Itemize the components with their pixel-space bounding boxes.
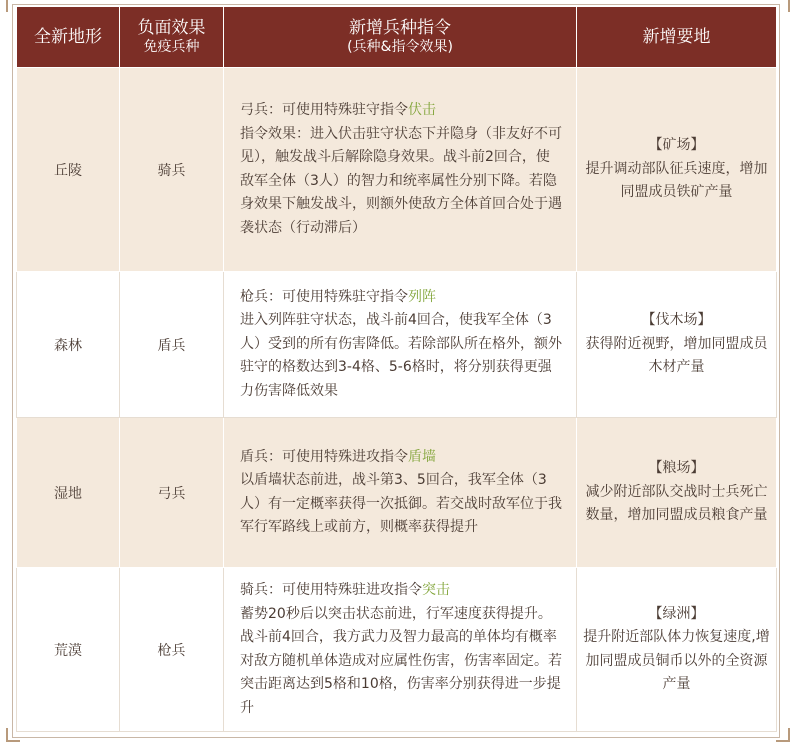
command-name: 突击 [422,582,450,598]
immune-cell: 枪兵 [120,568,224,732]
header-subtitle: (兵种&指令效果) [347,39,453,55]
command-name: 列阵 [408,288,436,305]
command-body: 指令效果：进入伏击驻守状态下并隐身（非友好不可见），触发战斗后解除隐身效果。战斗前2回合，使敌军全体（3人）的智力和统率属性分别下降。若隐身效果下触发战斗，则额外使敌方全体首回合处于遇袭状态（行动滞后） [240,125,562,236]
command-title [240,99,562,123]
header-title: 新增兵种指令 [349,18,451,38]
corner-ornament [776,728,790,742]
table-row [17,418,777,568]
landmark-body: 提升附近部队体力恢复速度,增加同盟成员铜币以外的全资源产量 [583,629,770,692]
command-prefix: 枪兵：可使用特殊驻守指令 [240,288,408,305]
command-name: 盾墙 [408,448,436,465]
command-cell [224,272,577,418]
command-prefix: 盾兵：可使用特殊进攻指令 [240,448,408,465]
corner-ornament [776,0,790,12]
landmark-body: 获得附近视野，增加同盟成员木材产量 [585,335,768,376]
command-cell [224,68,577,272]
landmark-name: 【绿洲】 [648,605,705,622]
landmark-cell [577,68,777,272]
table-row [17,68,777,272]
command-body: 蓄势20秒后以突击状态前进，行军速度获得提升。战斗前4回合，我方武力及智力最高的单体均有概率对敌方随机单体造成对应属性伤害，伤害率固定。若突击距离达到5格和10格，伤害率分别获得进一步提升 [240,605,562,716]
header-new-command [224,7,577,68]
command-body: 以盾墙状态前进，战斗第3、5回合，我军全体（3人）有一定概率获得一次抵御。若交战时敌军位于我军行军路线上或前方，则概率获得提升 [240,472,562,535]
command-title [240,579,562,603]
landmark-body: 减少附近部队交战时士兵死亡数量，增加同盟成员粮食产量 [585,483,768,524]
landmark-cell [577,568,777,732]
header-title: 新增要地 [642,26,711,47]
header-title: 全新地形 [34,26,102,47]
command-cell [224,418,577,568]
immune-cell: 骑兵 [120,68,224,272]
terrain-cell: 湿地 [17,418,120,568]
table-header-row [17,7,777,68]
command-name: 伏击 [408,102,436,118]
header-negative-effect [120,7,224,68]
table-row [17,272,777,418]
header-new-landmark [577,7,777,68]
command-body: 进入列阵驻守状态，战斗前4回合，使我军全体（3人）受到的所有伤害降低。若除部队所在格外，额外驻守的格数达到3-4格、5-6格时，将分别获得更强力伤害降低效果 [240,312,562,399]
landmark-body: 提升调动部队征兵速度，增加同盟成员铁矿产量 [585,160,768,201]
command-cell [224,568,577,732]
landmark-cell [577,418,777,568]
terrain-table [16,6,777,732]
immune-cell: 盾兵 [120,272,224,418]
header-terrain [17,7,120,68]
landmark-cell [577,272,777,418]
immune-cell: 弓兵 [120,418,224,568]
landmark-name: 【矿场】 [648,137,705,154]
landmark-name: 【伐木场】 [641,312,712,329]
command-title [240,286,562,310]
terrain-cell: 森林 [17,272,120,418]
terrain-cell: 丘陵 [17,68,120,272]
landmark-name: 【粮场】 [648,460,705,477]
table-row [17,568,777,732]
terrain-cell: 荒漠 [17,568,120,732]
command-title [240,446,562,470]
command-prefix: 弓兵：可使用特殊驻守指令 [240,102,408,118]
command-prefix: 骑兵：可使用特殊驻进攻指令 [240,582,422,598]
header-subtitle: 免疫兵种 [143,39,200,55]
header-title: 负面效果 [137,18,206,38]
